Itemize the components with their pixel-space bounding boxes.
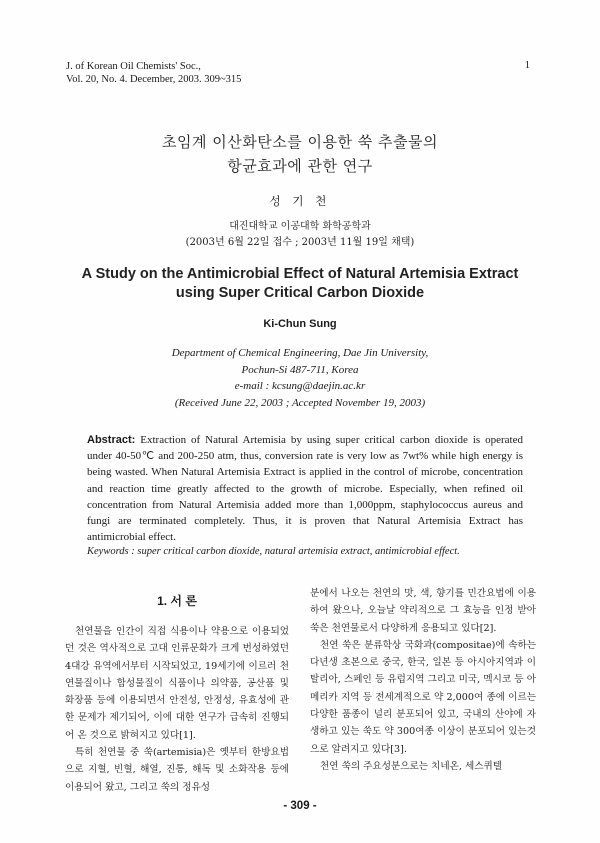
journal-citation (66, 60, 241, 86)
korean-dates: (2003년 6월 22일 접수 ; 2003년 11월 19일 채택) (185, 237, 415, 248)
right-column (310, 585, 536, 775)
english-author: Ki-Chun Sung (263, 318, 337, 330)
journal-volume: Vol. 20, No. 4. December, 2003. 309~315 (66, 74, 242, 85)
english-affiliation (0, 345, 600, 411)
korean-title-line1: 초임계 이산화탄소를 이용한 쑥 추출물의 (162, 133, 438, 151)
body-paragraph: 특히 천연물 중 쑥(artemisia)은 옛부터 한방요법으로 지혈, 빈혈, 해열, 진통, 해독 및 소화작용 등에 이용되어 왔고, 그리고 쑥의 정유성 (65, 747, 289, 793)
abstract-text: Extraction of Natural Artemisia by using super critical carbon dioxide is operated under 40-50℃ and 200-250 atm, thus, conversion rate is very low as 7wt% while high energy is being wasted. When Natural Artemisia Extract is applied in the control of microbe, concentration and reaction time greatly affected to the growth of microbe. Especially, when refined oil concentration from Natural Artemisia added more than 1,000ppm, staphylococcus aureus and fungi are terminated completely. Thus, it is proven that Natural Artemisia Extract has antimicrobial effect. (87, 434, 523, 544)
body-paragraph: 분에서 나오는 천연의 맛, 색, 향기를 민간요법에 이용하여 왔으나, 오늘날 약리적으로 그 효능을 인정 받아 쑥은 천연물로서 다양하게 응용되고 있다[2]. (310, 588, 536, 634)
section-heading: 1. 서 론 (157, 594, 197, 608)
top-page-number: 1 (524, 60, 530, 71)
body-paragraph: 천연 쑥은 분류학상 국화과(compositae)에 속하는 다년생 초본으로 중국, 한국, 일본 등 아시아지역과 이탈리아, 스페인 등 유럽지역 그리고 미국, 멕시코 등 아메리카 지역 등 전세계적으로 약 2,000여 종에 이르는 다양한 품종이 널리 분포되어 있고, 국내의 산야에 자생하고 있는 쑥도 약 300여종 이상이 분포되어 있는것으로 알려지고 있다[3]. (310, 639, 536, 755)
korean-affiliation-name: 대진대학교 이공대학 화학공학과 (229, 221, 371, 232)
english-title-line2: using Super Critical Carbon Dioxide (175, 285, 425, 301)
abstract (87, 432, 523, 545)
author-email: e-mail : kcsung@daejin.ac.kr (234, 380, 366, 392)
english-title-line1: A Study on the Antimicrobial Effect of Natural Artemisia Extract (81, 266, 519, 282)
keywords: Keywords : super critical carbon dioxide, natural artemisia extract, antimicrobial effect. (87, 546, 460, 557)
body-paragraph: 천연물을 인간이 직접 식용이나 약용으로 이용되었던 것은 역사적으로 고대 인류문화가 크게 번성하였던 4대강 유역에서부터 시작되었고, 19세기에 이르러 천연물질이나 합성물질이 식품이나 의약품, 공산품 및 화장품 등에 이용되면서 안전성, 안정성, 유효성에 관한 문제가 제기되어, 이에 대한 연구가 급속히 진행되어 온 것으로 밝혀지고 있다[1]. (65, 626, 289, 741)
left-column (65, 592, 289, 796)
english-department: Department of Chemical Engineering, Dae Jin University, (171, 347, 429, 359)
english-title (0, 265, 600, 303)
korean-title-line2: 항균효과에 관한 연구 (227, 157, 373, 175)
footer-page-number: - 309 - (283, 800, 317, 812)
english-address: Pochun-Si 487-711, Korea (241, 363, 359, 376)
abstract-label: Abstract: (87, 434, 136, 446)
body-paragraph: 천연 쑥의 주요성분으로는 치네온, 세스퀴텔 (320, 760, 503, 772)
korean-title (0, 130, 600, 178)
korean-author: 성 기 천 (269, 194, 331, 208)
korean-affiliation (0, 219, 600, 251)
journal-name: J. of Korean Oil Chemists' Soc., (66, 61, 201, 72)
english-dates: (Received June 22, 2003 ; Accepted November 19, 2003) (174, 396, 426, 409)
